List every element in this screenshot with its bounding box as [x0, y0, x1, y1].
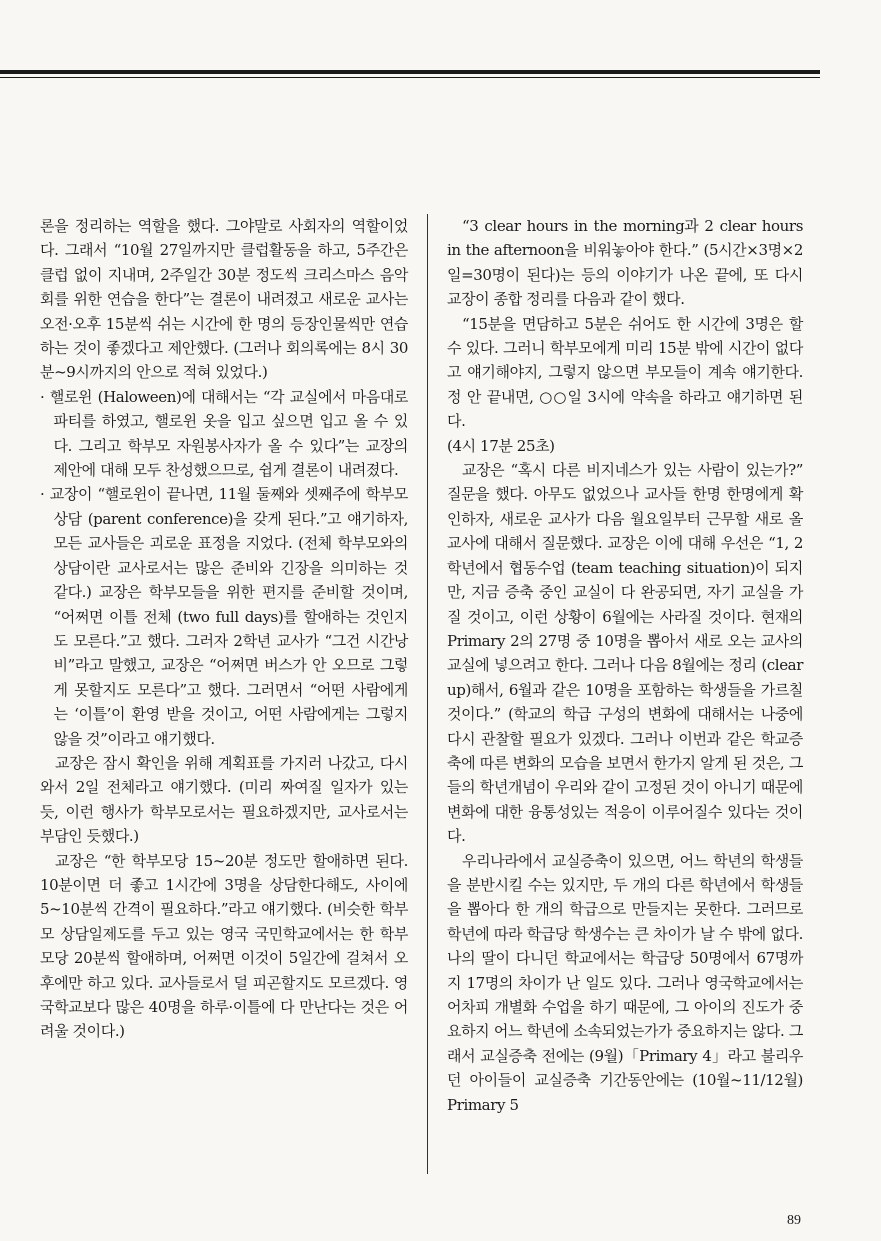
paragraph: “3 clear hours in the morning과 2 clear hours in the afternoon을 비워놓아야 한다.” (5시간×3명×2일=30명이 된다)는 등의 이야기가 나온 끝에, 또 다시 교장이 종합 정리를 다음과 같이 했다.: [447, 217, 803, 309]
paragraph: 론을 정리하는 역할을 했다. 그야말로 사회자의 역할이었다. 그래서 “10월 27일까지만 클럽활동을 하고, 5주간은 클럽 없이 지내며, 2주일간 30분 정도씩 크리스마스 음악회를 위한 연습을 한다”는 결론이 내려졌고 새로운 교사는 오전·오후 15분씩 쉬는 시간에 한 명의 등장인물씩만 연습하는 것이 좋겠다고 제안했다. (그러나 회의록에는 8시 30분~9시까지의 안으로 적혀 있었다.): [40, 217, 408, 382]
column-divider: [427, 214, 428, 1174]
right-column: [447, 214, 803, 1117]
bullet-item-halloween: · 핼로윈 (Haloween)에 대해서는 “각 교실에서 마음대로 파티를 하였고, 핼로윈 옷을 입고 싶으면 입고 올 수 있다. 그리고 학부모 자원봉사자가 올 수 있다”는 교장의 제안에 대해 모두 찬성했으므로, 쉽게 결론이 내려졌다.: [40, 387, 408, 480]
header-rule-thin: [0, 77, 820, 78]
timestamp-note: (4시 17분 25초): [447, 436, 555, 455]
paragraph: “15분을 면담하고 5분은 쉬어도 한 시간에 3명은 할 수 있다. 그러니 학부모에게 미리 15분 밖에 시간이 없다고 얘기해야지, 그렇지 않으면 부모들이 계속 얘기한다. 정 안 끝내면, ○○일 3시에 약속을 하라고 얘기하면 된다.: [447, 314, 803, 431]
paragraph: 우리나라에서 교실증축이 있으면, 어느 학년의 학생들을 분반시킬 수는 있지만, 두 개의 다른 학년에서 학생들을 뽑아다 한 개의 학급으로 만들지는 못한다. 그러므로 학년에 따라 학급당 학생수는 큰 차이가 날 수 밖에 없다. 나의 딸이 다니던 학교에서는 학급당 50명에서 67명까지 17명의 차이가 난 일도 있다. 그러나 영국학교에서는 어차피 개별화 수업을 하기 때문에, 그 아이의 진도가 중요하지 어느 학년에 소속되었는가가 중요하지는 않다. 그래서 교실증축 전에는 (9월)「Primary 4」라고 불리우던 아이들이 교실증축 기간동안에는 (10월~11/12월) Primary 5: [447, 851, 803, 1114]
paragraph: 교장은 “혹시 다른 비지네스가 있는 사람이 있는가?” 질문을 했다. 아무도 없었으나 교사들 한명 한명에게 확인하자, 새로운 교사가 다음 월요일부터 근무할 새로 올 교사에 대해서 질문했다. 교장은 이에 대해 우선은 “1, 2학년에서 협동수업 (team teaching situation)이 되지만, 지금 증축 중인 교실이 다 완공되면, 자기 교실을 가질 것이고, 이런 상황이 6월에는 사라질 것이다. 현재의 Primary 2의 27명 중 10명을 뽑아서 새로 오는 교사의 교실에 넣으려고 한다. 그러나 다음 8월에는 정리 (clear up)해서, 6월과 같은 10명을 포함하는 학생들을 가르칠 것이다.” (학교의 학급 구성의 변화에 대해서는 나중에 다시 관찰할 필요가 있겠다. 그러나 이번과 같은 학교증축에 따른 변화의 모습을 보면서 한가지 알게 된 것은, 그들의 학년개념이 우리와 같이 고정된 것이 아니기 때문에 변화에 대한 융통성있는 적응이 이루어질수 있다는 것이다.: [447, 461, 803, 846]
bullet-item-parent-conference: · 교장이 “핼로윈이 끝나면, 11월 둘째와 셋째주에 학부모 상담 (parent conference)을 갖게 된다.”고 얘기하자, 모든 교사들은 괴로운 표정을 지었다. (전체 학부모와의 상담이란 교사로서는 많은 준비와 긴장을 의미하는 것 같다.) 교장은 학부모들을 위한 편지를 준비할 것이며, “어쩌면 이틀 전체 (two full days)를 할애하는 것인지도 모른다.”고 했다. 그러자 2학년 교사가 “그건 시간낭비”라고 말했고, 교장은 “어쩌면 버스가 안 오므로 그렇게 못할지도 모른다”고 했다. 그러면서 “어떤 사람에게는 ‘이틀’이 환영 받을 것이고, 어떤 사람에게는 그렇지 않을 것”이라고 얘기했다.: [40, 485, 408, 748]
header-rule-thick: [0, 70, 820, 74]
page-number: 89: [787, 1213, 801, 1228]
left-column: [40, 214, 408, 1044]
paragraph: 교장은 “한 학부모당 15~20분 정도만 할애하면 된다. 10분이면 더 좋고 1시간에 3명을 상담한다해도, 사이에 5~10분씩 간격이 필요하다.”라고 얘기했다. (비슷한 학부모 상담일제도를 두고 있는 영국 국민학교에서는 한 학부모당 20분씩 할애하며, 어쩌면 이것이 5일간에 걸쳐서 오후에만 하고 있다. 교사들로서 덜 피곤할지도 모르겠다. 영국학교보다 많은 40명을 하루·이틀에 다 만난다는 것은 어려울 것이다.): [40, 851, 408, 1041]
paragraph: 교장은 잠시 확인을 위해 계획표를 가지러 나갔고, 다시 와서 2일 전체라고 얘기했다. (미리 짜여질 일자가 있는 듯, 이런 행사가 학부모로서는 필요하겠지만, 교사로서는 부담인 듯했다.): [40, 753, 408, 846]
